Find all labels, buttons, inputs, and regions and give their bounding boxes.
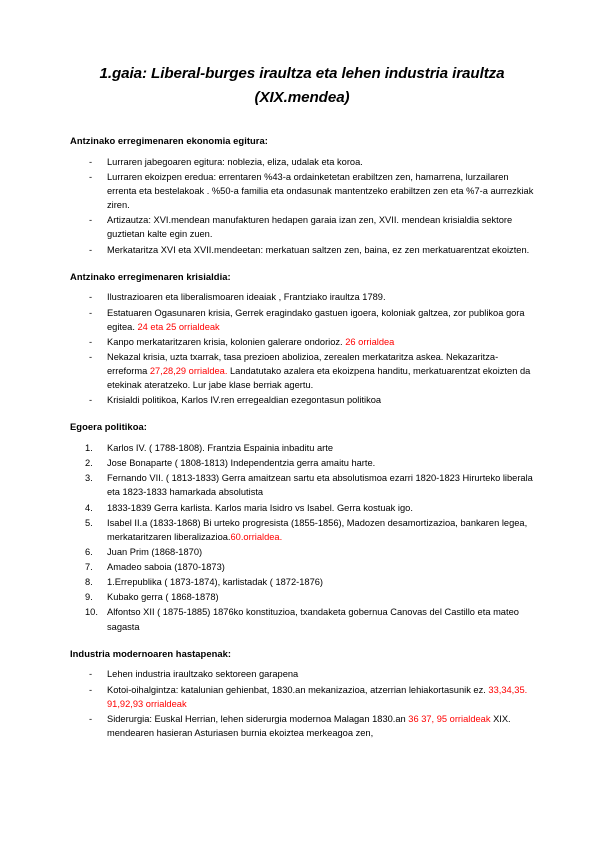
sections-container [70, 135, 534, 740]
section [70, 135, 534, 257]
list-item [70, 501, 534, 515]
list-item [70, 545, 534, 559]
list-dash-marker: - [89, 684, 93, 695]
section [70, 421, 534, 633]
list-dash-marker: - [89, 713, 93, 724]
list-dash-marker: - [89, 244, 93, 255]
body-text: Merkataritza XVI eta XVII.mendeetan: merkatuan saltzen zen, baina, ez zen merkatuarentzat ekoizten. [107, 244, 530, 255]
list-number-marker: 3. [85, 473, 93, 484]
section-heading: Egoera politikoa: [70, 421, 147, 433]
page-title: 1.gaia: Liberal-burges iraultza eta lehen industria iraultza (XIX.mendea) [99, 65, 505, 106]
list-item [70, 350, 534, 392]
body-text: Ilustrazioaren eta liberalismoaren ideaiak , Frantziako iraultza 1789. [107, 292, 386, 303]
list-number-marker: 8. [85, 577, 93, 588]
body-text: Artizautza: XVI.mendean manufakturen hedapen garaia izan zen, XVII. mendean krisialdia sektore guztietan kalte egin zuen. [107, 215, 513, 240]
list-number-marker: 1. [85, 443, 93, 454]
body-text: Isabel II.a (1833-1868) Bi urteko progresista (1855-1856), Madozen desamortizazioa, bankaren legea, merkataritzaren liberalizazioa. [107, 517, 528, 542]
list-dash-marker: - [89, 171, 93, 182]
body-text: Kanpo merkataritzaren krisia, kolonien galerare ondorioz. [107, 336, 346, 347]
list-item [70, 605, 534, 633]
page-reference-text: 33,34,35. 91,92,93 orrialdeak [107, 684, 528, 709]
list-item [70, 471, 534, 499]
body-text: Alfontso XII ( 1875-1885) 1876ko konstituzioa, txandaketa gobernua Canovas del Castillo eta mateo sagasta [107, 607, 519, 632]
bullet-list [70, 667, 534, 740]
body-text: Estatuaren Ogasunaren krisia, Gerrek eragindako gastuen igoera, koloniak galtzea, zor publikoa gora egitea. [107, 307, 525, 332]
body-text: Fernando VII. ( 1813-1833) Gerra amaitzean sartu eta absolutismoa ezarri 1820-1823 Hirurteko liberala eta 1823-1833 hamarkada absolutista [107, 473, 533, 498]
section-heading: Antzinako erregimenaren ekonomia egitura: [70, 135, 268, 147]
section-heading: Industria modernoaren hastapenak: [70, 647, 232, 659]
list-item [70, 393, 534, 407]
body-text: Krisialdi politikoa, Karlos IV.ren erregealdian ezegontasun politikoa [107, 395, 382, 406]
list-dash-marker: - [89, 215, 93, 226]
body-text: Nekazal krisia, uzta txarrak, tasa prezioen abolizioa, zerealen merkataritza askea. Nekazaritza-erreforma [107, 351, 499, 376]
page-reference-text: 24 eta 25 orrialdeak [137, 321, 220, 332]
list-number-marker: 5. [85, 517, 93, 528]
body-text: Kotoi-oihalgintza: katalunian gehienbat, 1830.an mekanizazioa, atzerrian lehiakortasunik ez. [107, 684, 489, 695]
list-item [70, 441, 534, 455]
list-dash-marker: - [89, 307, 93, 318]
body-text: Karlos IV. ( 1788-1808). Frantzia Espainia inbaditu arte [107, 443, 334, 454]
body-text: Landatutako azalera eta ekoizpena handitu, merkatuarentzat ekoizten da etekinak ateratzeko. Lur jabe klase berriak agertu. [107, 366, 531, 391]
page-reference-text: 60.orrialdea. [230, 531, 283, 542]
list-number-marker: 9. [85, 592, 93, 603]
list-item [70, 712, 534, 740]
list-number-marker: 2. [85, 458, 93, 469]
list-item [70, 575, 534, 589]
list-dash-marker: - [89, 351, 93, 362]
list-item [70, 306, 534, 334]
body-text: Lurraren jabegoaren egitura: noblezia, eliza, udalak eta koroa. [107, 156, 363, 167]
list-item [70, 243, 534, 257]
list-number-marker: 10. [85, 607, 98, 618]
body-text: Lurraren ekoizpen eredua: errentaren %43-a ordainketetan erabiltzen zen, hamarrena, lurzailaren errenta eta bestelakoak . %50-a familia eta ondasunak mantentzeko erabiltzen zen eta %7-a aurrezkiak ziren. [107, 171, 534, 211]
body-text: Jose Bonaparte ( 1808-1813) Independentzia gerra amaitu harte. [107, 458, 376, 469]
page-reference-text: 26 orrialdea [345, 336, 395, 347]
list-item [70, 290, 534, 304]
list-item [70, 683, 534, 711]
list-number-marker: 7. [85, 562, 93, 573]
body-text: XIX. mendearen hasieran Asturiasen burnia ekoiztea merkeagoa zen, [107, 713, 511, 738]
body-text: Amadeo saboia (1870-1873) [107, 562, 225, 573]
list-item [70, 560, 534, 574]
list-number-marker: 6. [85, 546, 93, 557]
bullet-list [70, 290, 534, 407]
section-heading: Antzinako erregimenaren krisialdia: [70, 270, 231, 282]
numbered-list [70, 441, 534, 634]
list-dash-marker: - [89, 292, 93, 303]
list-dash-marker: - [89, 669, 93, 680]
body-text: Lehen industria iraultzako sektoreen garapena [107, 669, 299, 680]
list-item [70, 516, 534, 544]
list-item [70, 456, 534, 470]
bullet-list [70, 155, 534, 257]
section [70, 648, 534, 740]
body-text: 1.Errepublika ( 1873-1874), karlistadak ( 1872-1876) [107, 577, 324, 588]
list-item [70, 213, 534, 241]
list-item [70, 170, 534, 212]
list-number-marker: 4. [85, 502, 93, 513]
list-item [70, 590, 534, 604]
list-item [70, 667, 534, 681]
page-reference-text: 36 37, 95 orrialdeak [408, 713, 491, 724]
list-item [70, 155, 534, 169]
body-text: 1833-1839 Gerra karlista. Karlos maria Isidro vs Isabel. Gerra kostuak igo. [107, 502, 413, 513]
body-text: Siderurgia: Euskal Herrian, lehen siderurgia modernoa Malagan 1830.an [107, 713, 409, 724]
section [70, 271, 534, 408]
list-item [70, 335, 534, 349]
body-text: Kubako gerra ( 1868-1878) [107, 592, 219, 603]
list-dash-marker: - [89, 336, 93, 347]
page-reference-text: 27,28,29 orrialdea. [149, 366, 228, 376]
body-text: Juan Prim (1868-1870) [107, 546, 203, 557]
list-dash-marker: - [89, 156, 93, 167]
list-dash-marker: - [89, 395, 93, 406]
